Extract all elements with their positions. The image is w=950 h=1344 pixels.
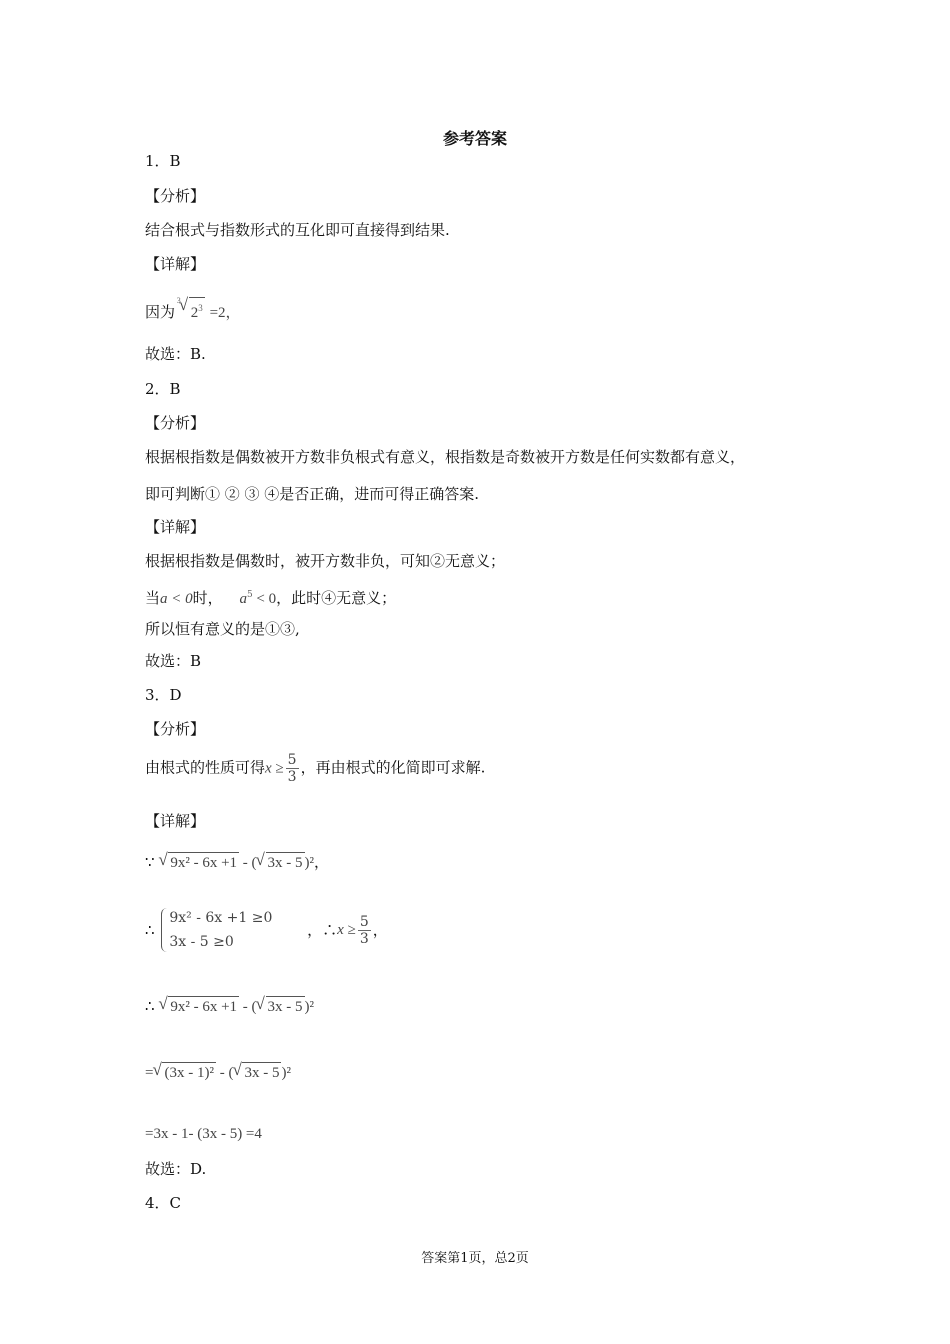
q2-exponent: 5 — [246, 590, 253, 600]
q3-inequality-system — [159, 906, 272, 954]
q3-step1-radicand-2: 3x - 5 — [266, 996, 305, 1017]
q1-base: 2 — [190, 305, 199, 321]
q3-system-var: x — [337, 922, 344, 938]
q3-detail-tag: 【详解】 — [145, 812, 206, 830]
q3-step2-minus: - ( — [215, 1065, 234, 1081]
q3-step1-minus: - ( — [239, 999, 257, 1015]
q3-analysis-fraction — [286, 752, 299, 785]
page-footer: 答案第1页，总2页 — [421, 1251, 529, 1266]
q2-choice: 故选：B — [145, 652, 202, 670]
q3-system-den: 3 — [359, 930, 369, 947]
page-title: 参考答案 — [442, 129, 507, 148]
q3-expression — [145, 852, 329, 873]
therefore-symbol: ∴ — [145, 921, 155, 939]
q2-condition: a < 0 — [160, 591, 193, 607]
q3-system-num: 5 — [359, 913, 369, 930]
q3-analysis-post: ，再由根式的化简即可求解. — [300, 758, 486, 777]
q3-choice: 故选：D. — [145, 1160, 207, 1178]
q3-minus: - ( — [239, 855, 257, 871]
q3-analysis-num: 5 — [287, 752, 297, 768]
q2-analysis-text-1: 根据根指数是偶数被开方数非负根式有意义，根指数是奇数被开方数是任何实数都有意义， — [145, 448, 746, 466]
q3-analysis-var: x — [265, 760, 272, 777]
q2-analysis-tag: 【分析】 — [145, 414, 206, 432]
q3-step1-sqrt-1 — [159, 996, 239, 1017]
q3-step-2 — [145, 1062, 291, 1083]
q3-step2-radicand-2: 3x - 5 — [242, 1062, 281, 1083]
q2-detail-1: 根据根指数是偶数时，被开方数非负，可知②无意义； — [145, 552, 506, 570]
q3-system-line-2: 3x - 5 ≥0 — [169, 934, 234, 950]
q3-system — [145, 906, 388, 954]
q3-analysis-ge: ≥ — [271, 760, 284, 777]
q2-detail-3: 所以恒有意义的是①③, — [145, 620, 300, 638]
q3-step2-sqrt-1 — [153, 1062, 215, 1083]
q3-number: 3．D — [145, 686, 182, 704]
q4-number: 4．C — [145, 1194, 182, 1212]
q3-analysis-den: 3 — [287, 769, 297, 785]
q1-analysis-text: 结合根式与指数形式的互化即可直接得到结果. — [145, 221, 450, 239]
q1-exponent: 3 — [198, 303, 203, 313]
q3-step2-eq: = — [145, 1065, 154, 1081]
q3-analysis-pre: 由根式的性质可得 — [145, 758, 266, 777]
q3-system-end: ， — [372, 921, 388, 939]
q3-step-3: =3x - 1- (3x - 5) =4 — [145, 1126, 262, 1142]
q2-number: 2．B — [145, 380, 181, 398]
q2-detail-2 — [145, 585, 396, 609]
q2-analysis-text-2: 即可判断① ② ③ ④是否正确，进而可得正确答案. — [145, 485, 480, 503]
q1-analysis-tag: 【分析】 — [145, 187, 206, 205]
q3-step-1 — [145, 996, 314, 1017]
q3-sqrt-2 — [257, 852, 305, 873]
q2-lt: < 0 — [252, 591, 277, 607]
q1-rhs: =2， — [209, 305, 241, 321]
q1-because: 因为 — [145, 303, 176, 321]
q1-choice: 故选：B. — [145, 345, 206, 363]
q3-analysis-text — [145, 752, 485, 785]
q3-sqrt-1 — [159, 852, 239, 873]
q3-step2-close: )² — [281, 1065, 291, 1081]
q1-detail-tag: 【详解】 — [145, 255, 206, 273]
therefore-because-symbol: ∵ — [145, 853, 155, 871]
q3-step1-close: )² — [304, 999, 315, 1015]
q3-radicand-1: 9x² - 6x +1 — [168, 852, 239, 873]
q3-system-fraction — [358, 914, 371, 947]
q3-comma: ， — [314, 853, 330, 871]
q3-step1-sqrt-2 — [257, 996, 305, 1017]
q3-close: )² — [304, 855, 315, 871]
q1-number: 1．B — [145, 152, 181, 170]
q2-when: 当 — [145, 589, 161, 607]
q1-root-index: √ 3 — [176, 296, 181, 305]
q2-mid: 时， — [192, 589, 223, 607]
q3-radicand-2: 3x - 5 — [266, 852, 305, 873]
q2-base: a — [239, 591, 247, 607]
q3-step1-radicand-1: 9x² - 6x +1 — [168, 996, 239, 1017]
q3-analysis-tag: 【分析】 — [145, 720, 206, 738]
q1-equation — [145, 297, 241, 323]
q3-hence: ，∴ — [307, 921, 338, 939]
q2-detail-tag: 【详解】 — [145, 518, 206, 536]
q3-system-ge: ≥ — [343, 922, 356, 938]
q3-step2-sqrt-2 — [233, 1062, 281, 1083]
q1-cube-root — [176, 296, 205, 323]
q3-system-line-1: 9x² - 6x +1 ≥0 — [169, 910, 273, 926]
q2-detail-end: ，此时④无意义； — [276, 589, 397, 607]
q3-step2-radicand-1: (3x - 1)² — [162, 1062, 215, 1083]
therefore-symbol-2: ∴ — [145, 997, 155, 1015]
